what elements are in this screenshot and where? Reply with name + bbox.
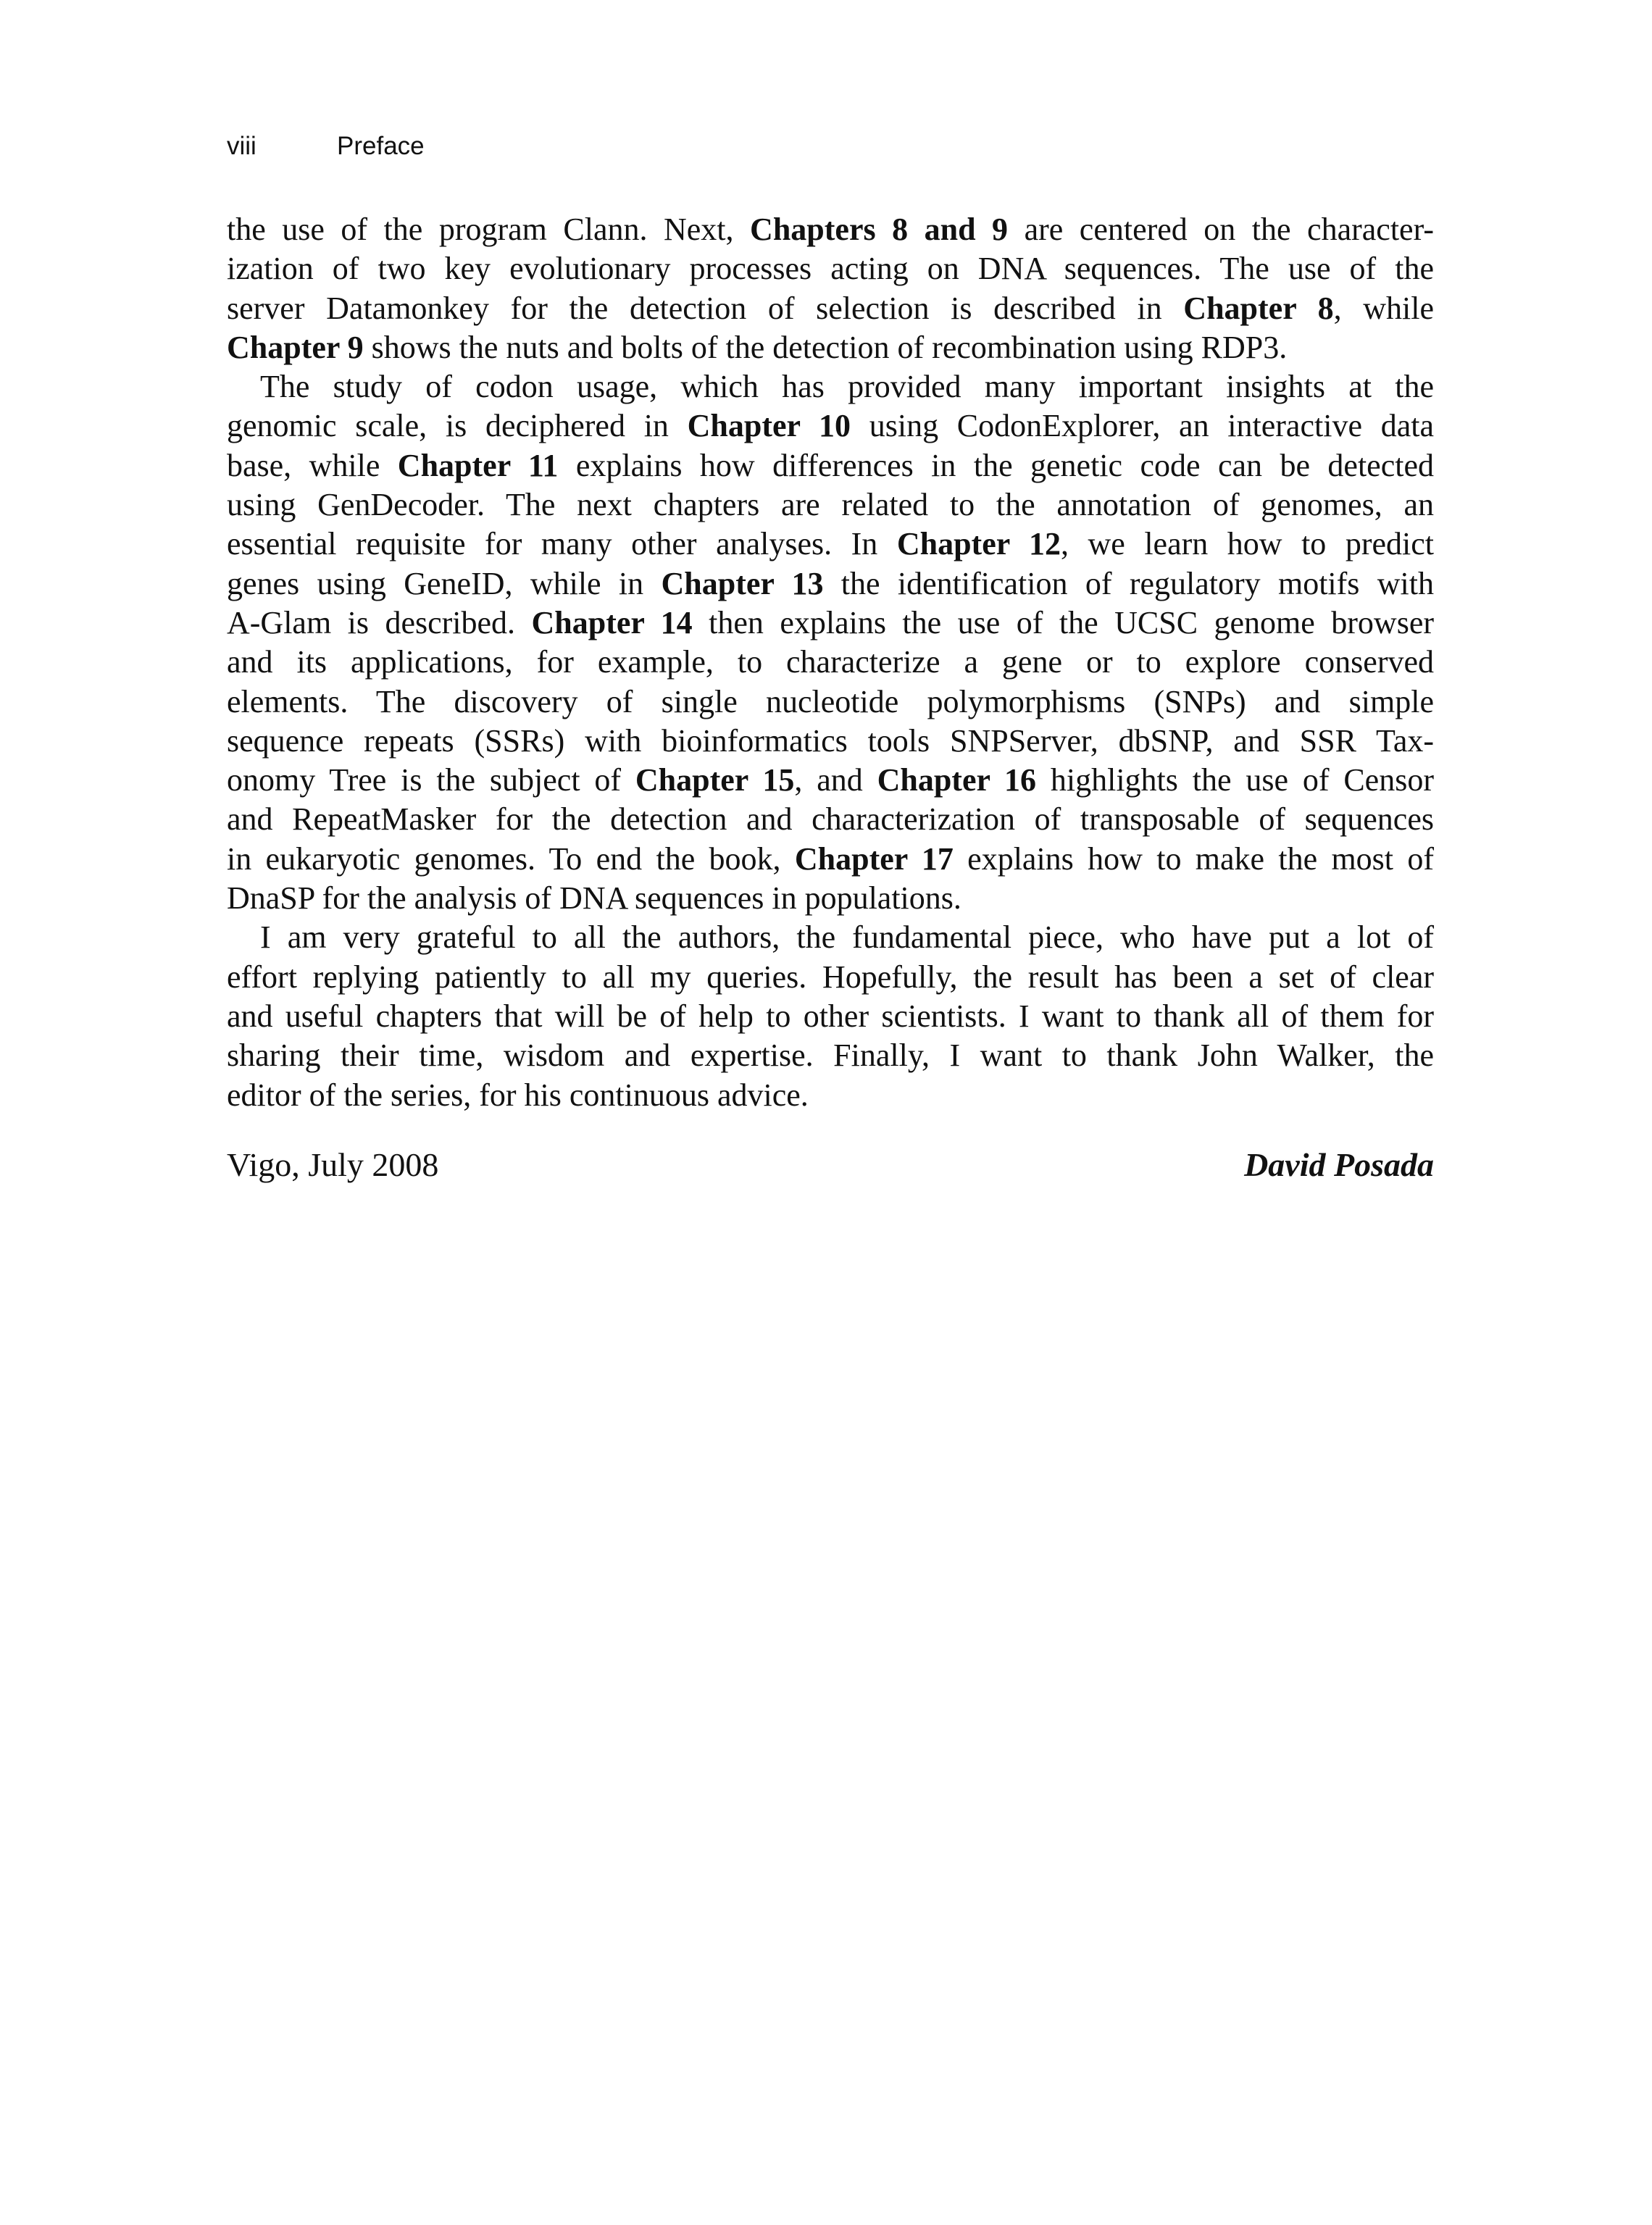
place-date: Vigo, July 2008: [227, 1146, 439, 1183]
chapter-reference: Chapter 12: [896, 526, 1061, 562]
page-number: viii: [227, 132, 256, 160]
paragraph-2-line: genomic scale, is deciphered in Chapter 10 using CodonExplorer, an interactive data: [227, 408, 1434, 444]
paragraph-2-line: essential requisite for many other analyses. In Chapter 12, we learn how to predict: [227, 526, 1434, 562]
paragraph-1-line: ization of two key evolutionary processes acting on DNA sequences. The use of the: [227, 251, 1434, 287]
paragraph-2-line: DnaSP for the analysis of DNA sequences in populations.: [227, 880, 961, 917]
chapter-reference: Chapters 8 and 9: [750, 212, 1009, 247]
chapter-reference: Chapter 13: [661, 565, 824, 601]
paragraph-2-line: onomy Tree is the subject of Chapter 15, and Chapter 16 highlights the use of Censor: [227, 762, 1434, 798]
chapter-reference: Chapter 16: [877, 762, 1037, 798]
paragraph-2-line: and its applications, for example, to characterize a gene or to explore conserved: [227, 644, 1434, 680]
body-text: [227, 210, 1434, 1115]
paragraph-2-line: and RepeatMasker for the detection and characterization of transposable of sequences: [227, 801, 1434, 838]
paragraph-3-line: effort replying patiently to all my queries. Hopefully, the result has been a set of clear: [227, 959, 1434, 995]
paragraph-1-line: server Datamonkey for the detection of selection is described in Chapter 8, while: [227, 290, 1434, 326]
chapter-reference: Chapter 9: [227, 329, 364, 365]
chapter-reference: Chapter 10: [687, 408, 851, 444]
paragraph-2-line: The study of codon usage, which has provided many important insights at the: [260, 369, 1434, 405]
paragraph-2-line: in eukaryotic genomes. To end the book, Chapter 17 explains how to make the most of: [227, 840, 1434, 877]
paragraph-3-line: and useful chapters that will be of help to other scientists. I want to thank all of them for: [227, 998, 1434, 1034]
paragraph-3-line: sharing their time, wisdom and expertise. Finally, I want to thank John Walker, the: [227, 1038, 1434, 1074]
paragraph-2-line: A-Glam is described. Chapter 14 then explains the use of the UCSC genome browser: [227, 604, 1434, 640]
chapter-reference: Chapter 17: [794, 840, 954, 877]
chapter-reference: Chapter 11: [397, 447, 559, 483]
chapter-reference: Chapter 8: [1183, 290, 1334, 326]
running-head: [227, 130, 425, 162]
paragraph-3-line: editor of the series, for his continuous advice.: [227, 1077, 809, 1113]
paragraph-2-line: base, while Chapter 11 explains how differences in the genetic code can be detected: [227, 447, 1434, 483]
paragraph-2-line: sequence repeats (SSRs) with bioinformatics tools SNPServer, dbSNP, and SSR Tax-: [227, 722, 1434, 759]
chapter-reference: Chapter 15: [635, 762, 795, 798]
chapter-reference: Chapter 14: [531, 604, 693, 640]
paragraph-1-line: the use of the program Clann. Next, Chapters 8 and 9 are centered on the character-: [227, 212, 1434, 247]
paragraph-2-line: using GenDecoder. The next chapters are related to the annotation of genomes, an: [227, 487, 1434, 523]
paragraph-2-line: genes using GeneID, while in Chapter 13 the identification of regulatory motifs with: [227, 565, 1434, 601]
author-name: David Posada: [1244, 1146, 1434, 1183]
section-title: Preface: [337, 132, 425, 160]
paragraph-1-line: Chapter 9 shows the nuts and bolts of the detection of recombination using RDP3.: [227, 329, 1288, 365]
signature-block: [227, 1145, 1434, 1185]
paragraph-3-line: I am very grateful to all the authors, the fundamental piece, who have put a lot of: [260, 919, 1434, 956]
paragraph-2-line: elements. The discovery of single nucleotide polymorphisms (SNPs) and simple: [227, 683, 1434, 719]
